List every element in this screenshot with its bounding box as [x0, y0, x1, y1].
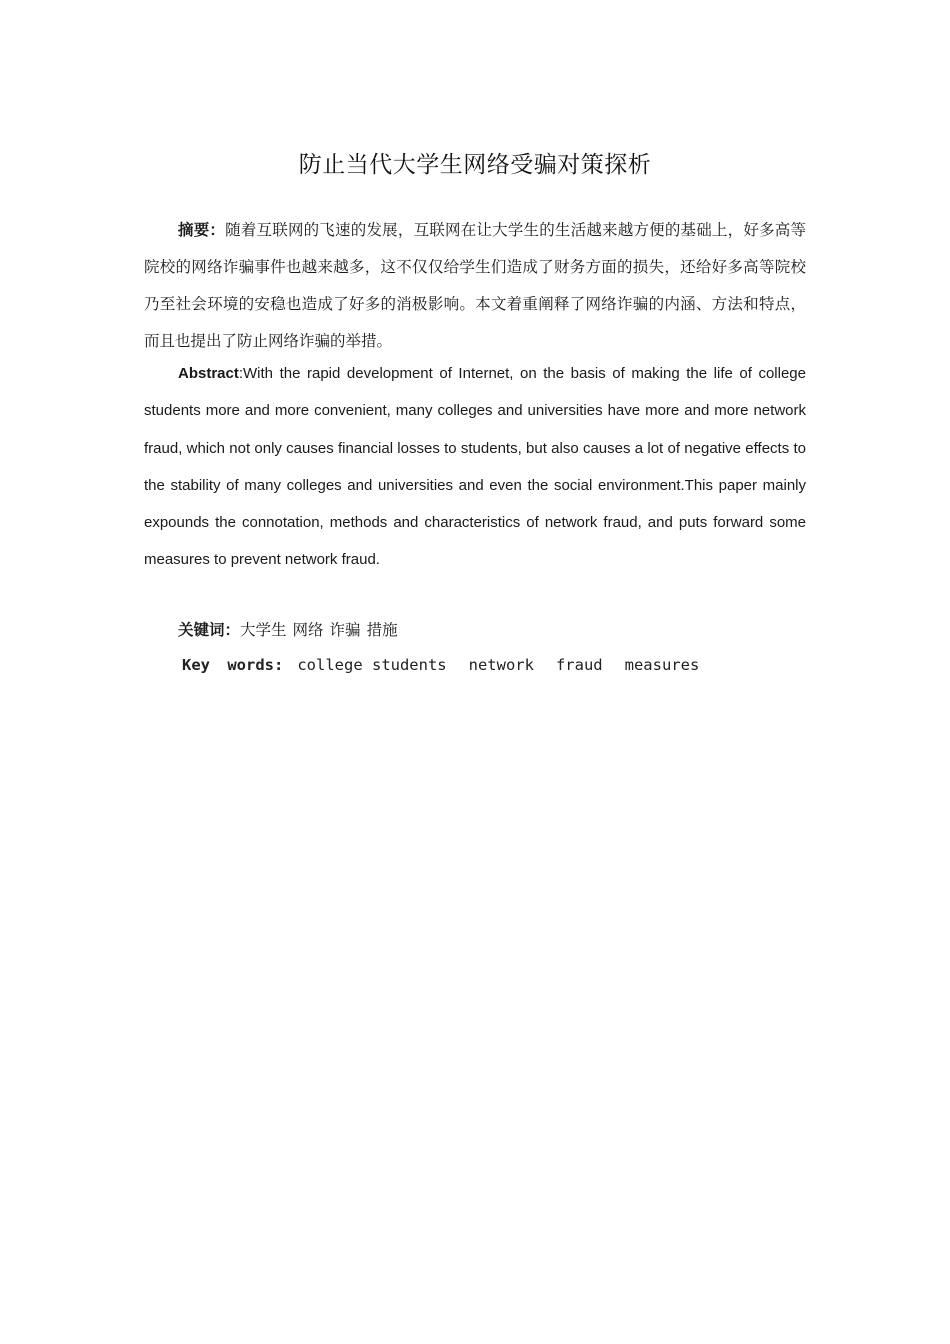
chinese-abstract-text: 随着互联网的飞速的发展，互联网在让大学生的生活越来越方便的基础上，好多高等院校的网络诈骗事件也越来越多，这不仅仅给学生们造成了财务方面的损失，还给好多高等院校乃至社会环境的安稳也造成了好多的消极影响。本文着重阐释了网络诈骗的内涵、方法和特点，而且也提出了防止网络诈骗的举措。 — [144, 221, 806, 350]
english-abstract — [144, 355, 806, 579]
english-keyword: fraud — [555, 656, 603, 674]
chinese-keywords-label: 关键词： — [178, 621, 241, 639]
chinese-keywords — [178, 618, 404, 642]
chinese-keyword: 措施 — [366, 621, 398, 639]
document-title: 防止当代大学生网络受骗对策探析 — [298, 152, 652, 178]
chinese-keyword: 网络 — [292, 621, 324, 639]
chinese-keyword: 诈骗 — [329, 621, 361, 639]
chinese-abstract-label: 摘要： — [178, 221, 226, 239]
chinese-abstract — [144, 212, 806, 360]
english-keyword: college students — [297, 656, 447, 674]
english-keywords-label: Key words: — [182, 656, 284, 674]
english-abstract-label: Abstract — [178, 365, 239, 382]
english-keyword: measures — [624, 656, 700, 674]
chinese-keyword: 大学生 — [240, 621, 287, 639]
english-abstract-text: :With the rapid development of Internet, on the basis of making the life of college students more and more convenient, many colleges and universities have more and more network fraud, which not only causes financial losses to students, but also causes a lot of negative effects to the stability of many colleges and universities and even the social environment.This paper mainly expounds the connotation, methods and characteristics of network fraud, and puts forward some measures to prevent network fraud. — [144, 365, 806, 569]
english-keywords — [182, 653, 699, 677]
english-keyword: network — [468, 656, 534, 674]
